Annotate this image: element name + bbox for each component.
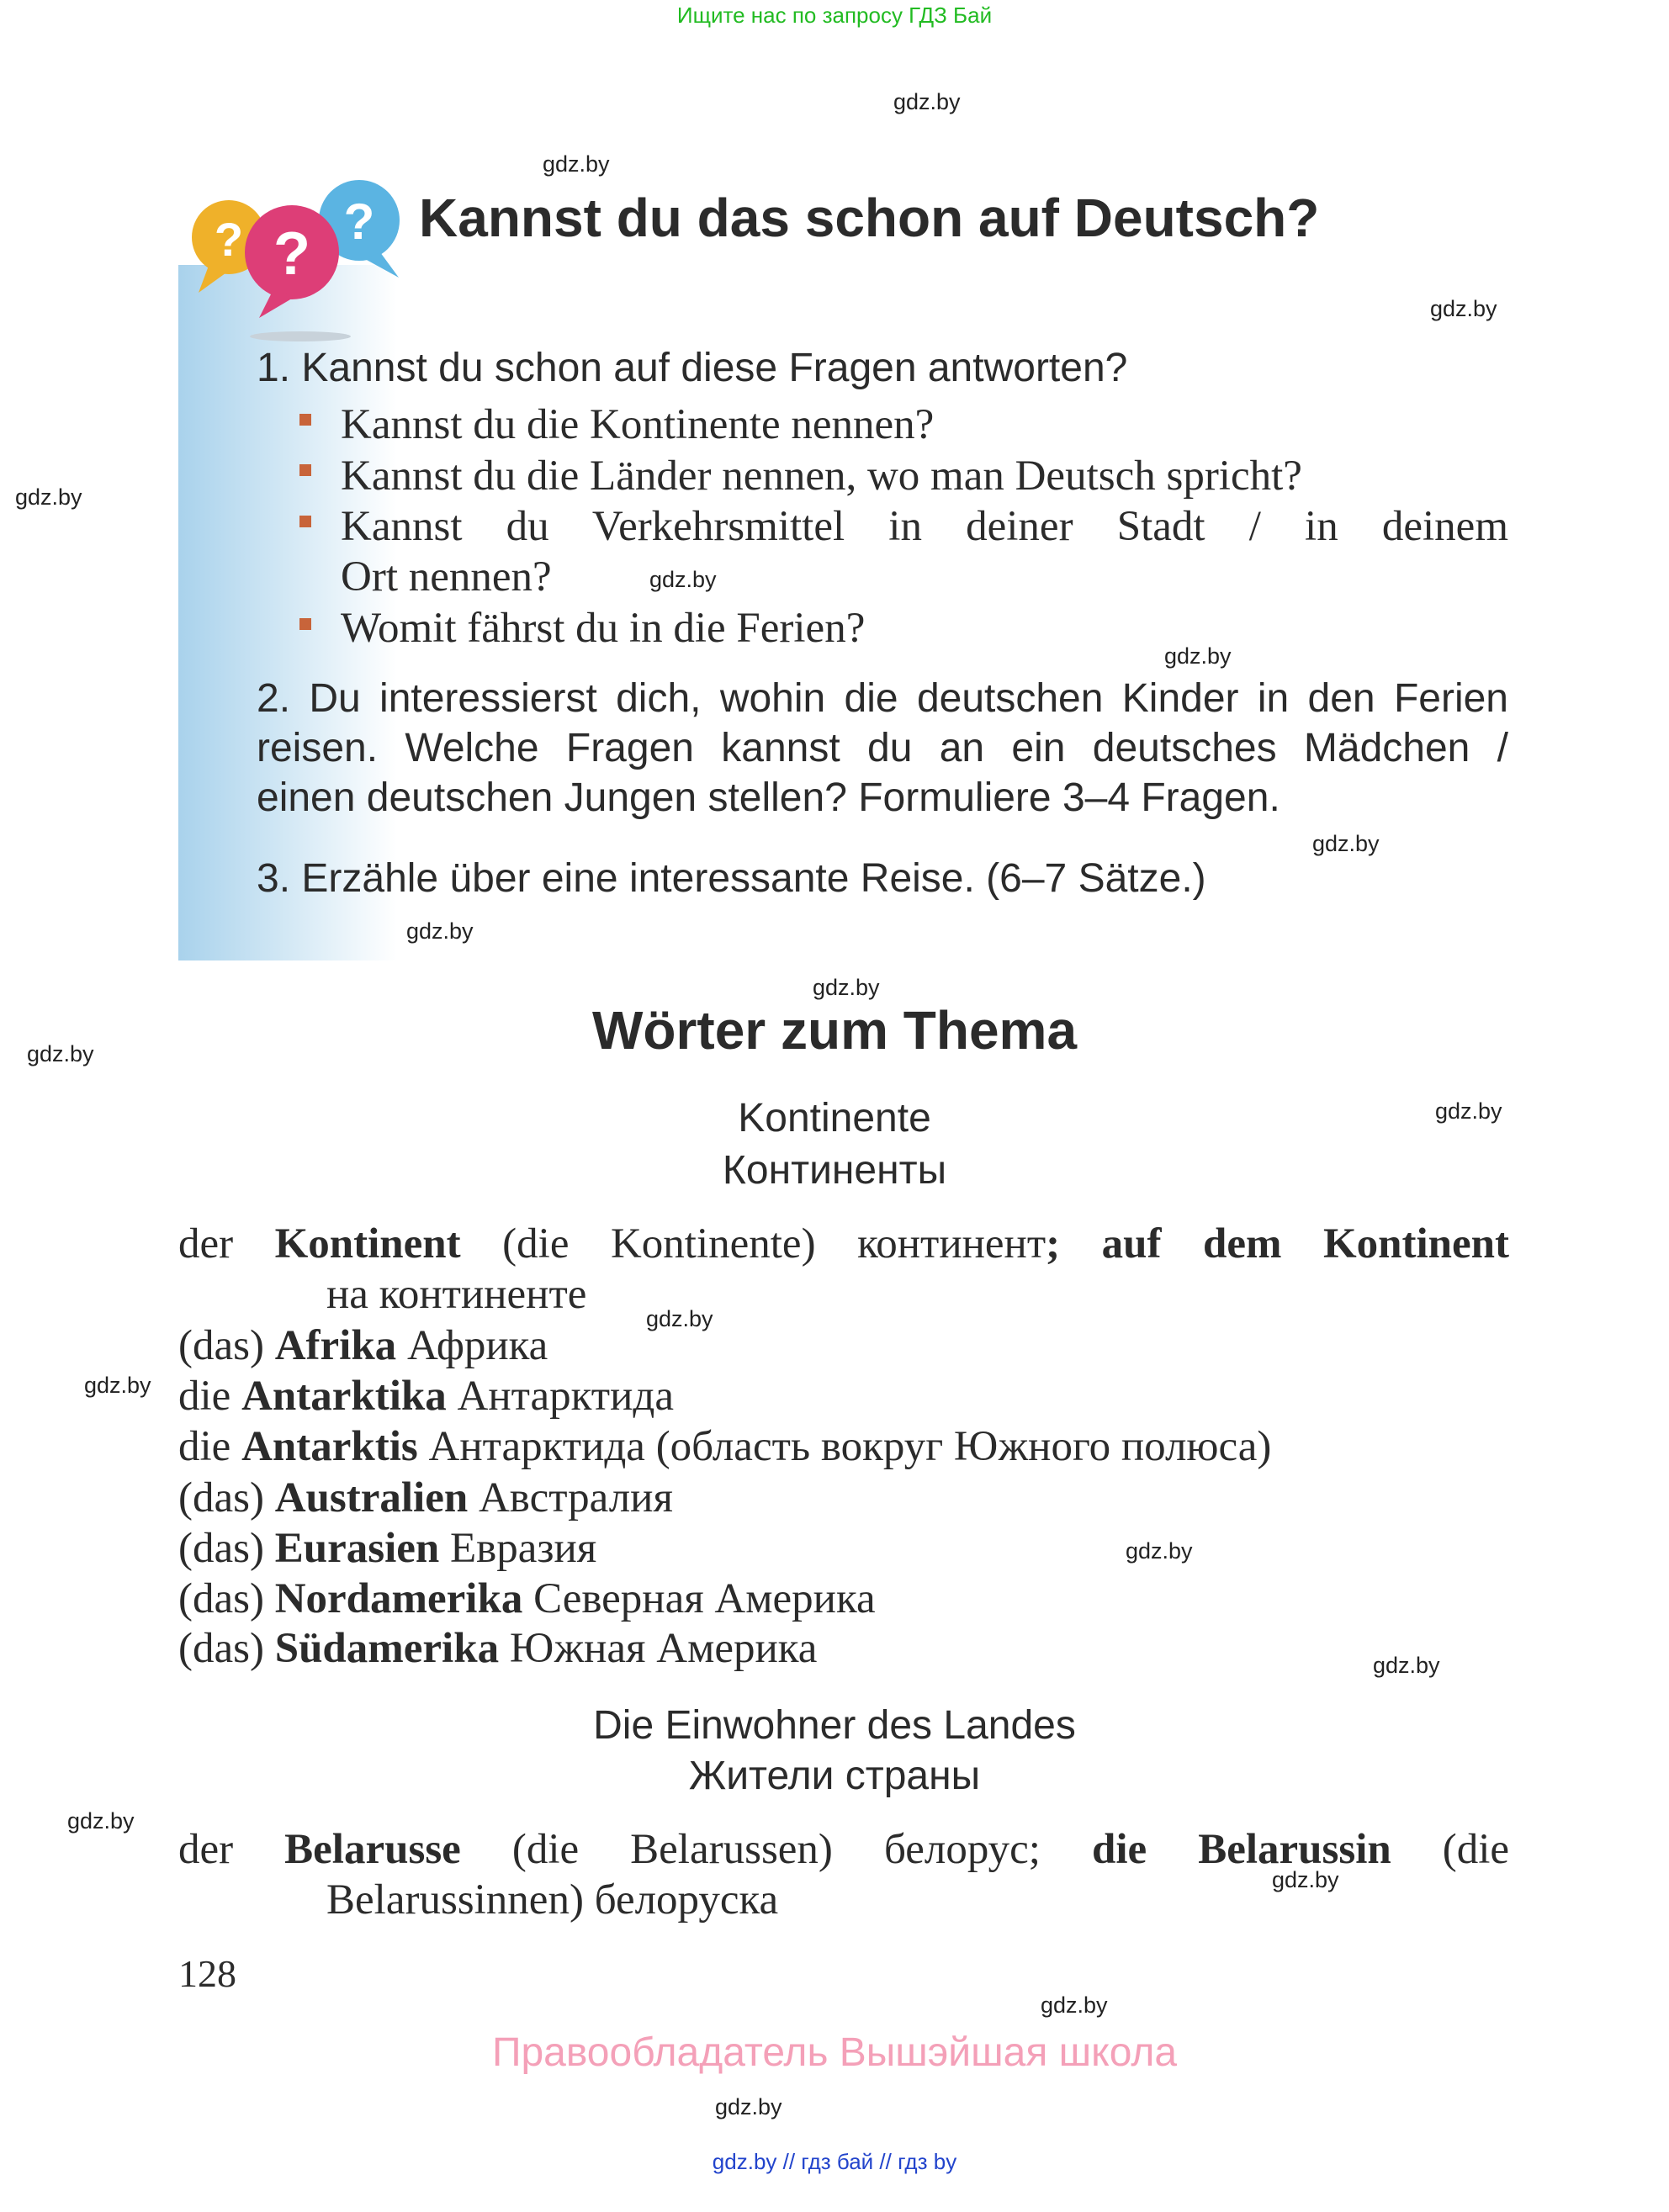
- translation: на континенте: [326, 1271, 587, 1318]
- vocab-word: Belarussin: [1198, 1826, 1391, 1873]
- article: (das): [178, 1575, 264, 1622]
- question-1: 1. Kannst du schon auf diese Fragen antworten?: [257, 346, 1128, 390]
- translation: континент: [857, 1220, 1046, 1267]
- watermark: gdz.by: [15, 484, 82, 510]
- watermark: gdz.by: [646, 1306, 713, 1331]
- plural: (die Kontinente): [502, 1220, 816, 1267]
- article: der: [178, 1826, 234, 1873]
- watermark: gdz.by: [649, 567, 717, 592]
- list-item: Womit fährst du in die Ferien?: [341, 605, 866, 652]
- vocab-word: Australien: [274, 1474, 469, 1521]
- translation: Африка: [406, 1322, 548, 1369]
- vocab-entry: [178, 1422, 1271, 1471]
- translation: Австралия: [478, 1474, 673, 1521]
- watermark: gdz.by: [406, 918, 474, 944]
- translation: Антарктида: [457, 1373, 674, 1420]
- vocab-word: Antarktika: [241, 1373, 447, 1420]
- footer-links[interactable]: gdz.by // гдз бай // гдз by: [712, 2149, 957, 2174]
- vocabulary-title: Wörter zum Thema: [591, 1000, 1078, 1061]
- vocab-entry: [178, 1372, 674, 1421]
- vocab-word: Nordamerika: [274, 1575, 523, 1622]
- list-item: Kannst du Verkehrsmittel in deiner Stadt / in deinem: [341, 503, 1508, 550]
- subtitle-russian: Жители страны: [688, 1754, 981, 1798]
- vocab-entry: [178, 1321, 548, 1370]
- watermark: gdz.by: [1435, 1098, 1502, 1124]
- watermark: gdz.by: [893, 89, 961, 114]
- article: (das): [178, 1474, 264, 1521]
- vocab-entry: [178, 1574, 876, 1623]
- plural: (die: [1442, 1826, 1510, 1873]
- subtitle-german: Die Einwohner des Landes: [593, 1703, 1076, 1748]
- watermark: gdz.by: [813, 975, 880, 1000]
- article: (das): [178, 1625, 264, 1672]
- watermark: gdz.by: [1430, 296, 1497, 321]
- translation: белоруска: [594, 1876, 779, 1924]
- vocab-phrase: auf dem Kontinent: [1101, 1220, 1509, 1267]
- page-number: 128: [178, 1952, 236, 1995]
- subtitle-russian: Континенты: [722, 1148, 947, 1193]
- vocab-word: Südamerika: [274, 1625, 500, 1672]
- article: (das): [178, 1322, 264, 1369]
- copyright-holder: Правообладатель Вышэйшая школа: [491, 2030, 1178, 2075]
- vocab-word: Afrika: [274, 1322, 397, 1369]
- article: (das): [178, 1525, 264, 1572]
- article: die: [178, 1373, 231, 1420]
- bullet-icon: [299, 618, 311, 630]
- watermark: gdz.by: [67, 1808, 135, 1834]
- question-3: 3. Erzähle über eine interessante Reise. (6–7 Sätze.): [257, 856, 1206, 901]
- translation: Северная Америка: [533, 1575, 876, 1622]
- translation: белорус;: [883, 1826, 1041, 1873]
- question-2-line: 2. Du interessierst dich, wohin die deutschen Kinder in den Ferien: [257, 676, 1508, 721]
- watermark: gdz.by: [1041, 1992, 1108, 2018]
- list-item: Kannst du die Länder nennen, wo man Deutsch spricht?: [341, 452, 1302, 500]
- watermark: gdz.by: [1164, 643, 1232, 669]
- question-2-line: reisen. Welche Fragen kannst du an ein deutsches Mädchen /: [257, 726, 1508, 770]
- watermark: gdz.by: [543, 151, 610, 177]
- plural: (die Belarussen): [511, 1826, 833, 1873]
- vocab-entry: [178, 1524, 596, 1573]
- bullet-icon: [299, 516, 311, 527]
- article: die: [1091, 1826, 1147, 1873]
- list-item-continued: Ort nennen?: [341, 553, 552, 601]
- question-2-line: einen deutschen Jungen stellen? Formuliere 3–4 Fragen.: [257, 775, 1280, 820]
- vocab-word: Eurasien: [274, 1525, 440, 1572]
- translation: Антарктида (область вокруг Южного полюса): [428, 1423, 1272, 1470]
- svg-text:?: ?: [343, 193, 375, 250]
- watermark: gdz.by: [27, 1041, 94, 1066]
- watermark: gdz.by: [84, 1373, 151, 1398]
- vocab-word: Belarusse: [284, 1826, 461, 1873]
- svg-text:?: ?: [214, 213, 244, 266]
- vocab-entry: [178, 1624, 817, 1673]
- vocab-entry-continued: [326, 1876, 778, 1924]
- watermark: gdz.by: [1126, 1538, 1193, 1564]
- watermark: gdz.by: [715, 2094, 782, 2119]
- watermark: gdz.by: [1373, 1653, 1440, 1678]
- list-item: Kannst du die Kontinente nennen?: [341, 401, 935, 448]
- vocab-entry: [178, 1474, 673, 1522]
- vocab-word: Kontinent: [274, 1220, 461, 1267]
- translation: Южная Америка: [509, 1625, 818, 1672]
- plural: Belarussinnen): [326, 1876, 584, 1924]
- bullet-icon: [299, 464, 311, 476]
- top-banner[interactable]: Ищите нас по запросу ГДЗ Бай: [676, 3, 993, 28]
- vocab-entry: [178, 1825, 1509, 1874]
- watermark: gdz.by: [1312, 831, 1380, 856]
- svg-text:?: ?: [273, 220, 310, 288]
- watermark: gdz.by: [1272, 1867, 1339, 1892]
- question-bubbles-icon: [178, 168, 405, 349]
- section-title: Kannst du das schon auf Deutsch?: [419, 188, 1320, 248]
- article: der: [178, 1220, 234, 1267]
- vocab-word: Antarktis: [241, 1423, 418, 1470]
- vocab-entry: der Kontinent (die Kontinente) континент; auf dem Kontinent: [178, 1220, 1509, 1267]
- article: die: [178, 1423, 231, 1470]
- bullet-icon: [299, 414, 311, 426]
- subtitle-german: Kontinente: [738, 1096, 931, 1140]
- translation: Евразия: [450, 1525, 597, 1572]
